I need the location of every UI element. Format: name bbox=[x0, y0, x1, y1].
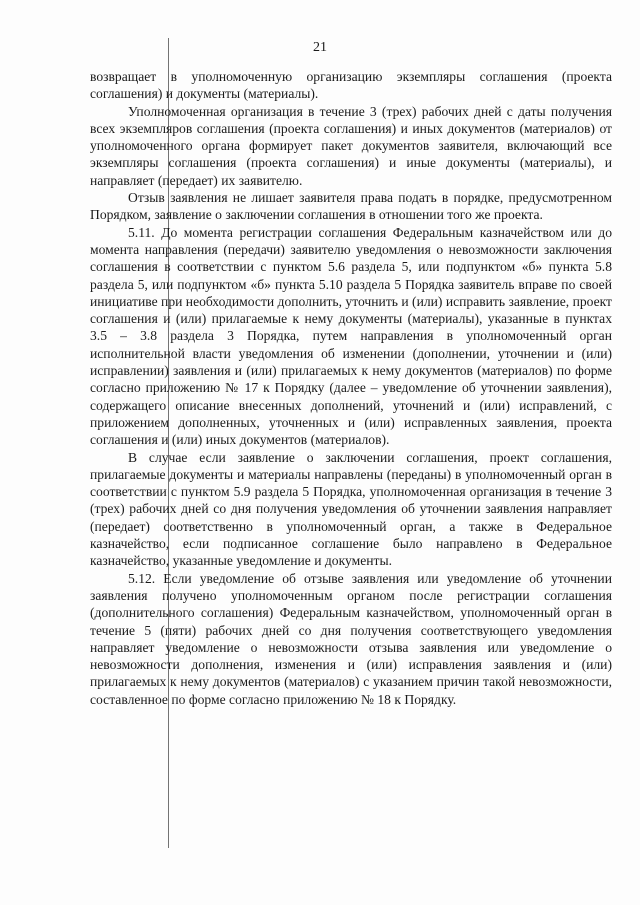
paragraph-clause-5-12: 5.12. Если уведомление об отзыве заявления или уведомление об уточнении заявления получено уполномоченным органом после регистрации соглашения (дополнительного соглашения) Федеральным казначейством, уполномоченный орган в течение 5 (пяти) рабочих дней со дня получения соответствующего уведомления направляет уведомление о невозможности отзыва заявления или уведомление о невозможности дополнения, изменения и (или) исправления заявления и (или) прилагаемых к нему документов (материалов) с указанием причин такой невозможности, составленное по форме согласно приложению № 18 к Порядку. bbox=[90, 570, 612, 707]
paragraph-withdrawal-rights: Отзыв заявления не лишает заявителя права подать в порядке, предусмотренном Порядком, заявление о заключении соглашения в отношении того же проекта. bbox=[90, 190, 612, 223]
paragraph-clause-5-11-case: В случае если заявление о заключении соглашения, проект соглашения, прилагаемые документы и материалы направлены (переданы) в уполномоченный орган в соответствии с пунктом 5.9 раздела 5 Порядка, уполномоченная организация в течение 3 (трех) рабочих дней со дня получения уведомления об уточнении заявления направляет (передает) соответственно в уполномоченный орган, а также в Федеральное казначейство, если подписанное соглашение было направлено в Федеральное казначейство, указанные уведомление и документы. bbox=[90, 449, 612, 569]
paragraph-clause-5-11: 5.11. До момента регистрации соглашения Федеральным казначейством или до момента направления (передачи) заявителю уведомления о невозможности заключения соглашения в соответствии с пунктом 5.6 раздела 5, или подпунктом «б» пункта 5.8 раздела 5, или подпунктом «б» пункта 5.10 раздела 5 Порядка заявитель вправе по своей инициативе при необходимости дополнить, уточнить и (или) исправить заявление, проект соглашения и (или) прилагаемые к нему документы (материалы), указанные в пунктах 3.5 – 3.8 раздела 3 Порядка, путем направления в уполномоченный орган исполнительной власти уведомления об изменении (дополнении, уточнении и (или) исправлении) заявления и (или) прилагаемых к нему документов (материалов) по форме согласно приложению № 17 к Порядку (далее – уведомление об уточнении заявления), содержащего описание внесенных дополнений, уточнений и (или) исправлений, с приложением дополненных, уточненных и (или) исправленных заявления, проекта соглашения и (или) иных документов (материалов). bbox=[90, 224, 612, 448]
paragraph-continuation: возвращает в уполномоченную организацию экземпляры соглашения (проекта соглашения) и документы (материалы). bbox=[90, 69, 612, 102]
paragraph-return-package: Уполномоченная организация в течение 3 (трех) рабочих дней с даты получения всех экземпляров соглашения (проекта соглашения) и иных документов (материалов) от уполномоченного органа формирует пакет документов заявителя, включающий все экземпляры соглашения (проекта соглашения) и иные документы (материалы), и направляет (передает) их заявителю. bbox=[90, 103, 612, 188]
document-body bbox=[90, 68, 612, 708]
page-number: 21 bbox=[313, 40, 327, 55]
